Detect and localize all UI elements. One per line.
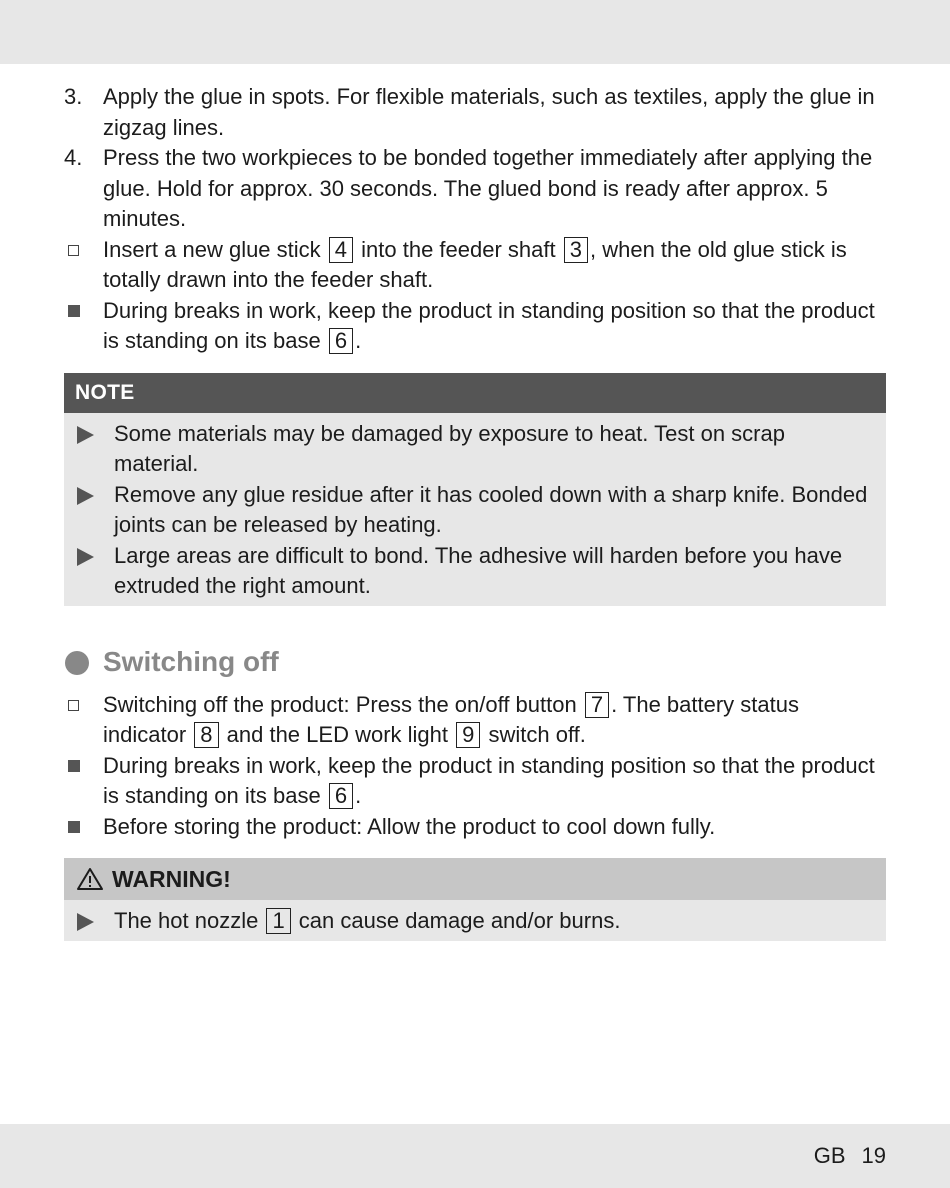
note-text: Large areas are difficult to bond. The adhesive will harden before you have extruded the right amount. (114, 542, 843, 598)
item-text: . (355, 328, 362, 353)
section-list (64, 690, 886, 843)
item-text: switch off. (482, 722, 586, 747)
filled-square-bullet-icon (68, 760, 80, 772)
note-box (64, 373, 886, 606)
list-item (64, 235, 886, 296)
instruction-list (64, 82, 886, 357)
part-reference: 7 (585, 692, 609, 718)
warning-body (64, 900, 886, 941)
note-item (76, 419, 874, 480)
arrow-bullet-icon (77, 487, 94, 505)
item-text: During breaks in work, keep the product in standing position so that the product is standing on its base (103, 752, 875, 808)
note-item (76, 480, 874, 541)
page-content (64, 82, 886, 941)
bottom-band (0, 1124, 950, 1188)
list-item (64, 143, 886, 235)
warning-box (64, 858, 886, 941)
part-reference: 4 (329, 237, 353, 263)
list-item (64, 812, 886, 843)
arrow-bullet-icon (77, 913, 94, 931)
warning-item (76, 906, 874, 937)
warning-title: WARNING! (112, 866, 231, 892)
list-item (64, 296, 886, 357)
language-code: GB (813, 1143, 846, 1168)
page-footer (814, 1140, 886, 1172)
item-text: Insert a new glue stick (103, 236, 327, 262)
warning-triangle-icon (76, 862, 104, 904)
part-reference: 1 (266, 908, 290, 934)
item-text: Press the two workpieces to be bonded together immediately after applying the glue. Hold for approx. 30 seconds. The glued bond is ready after approx. 5 minutes. (103, 145, 873, 231)
page-number: 19 (861, 1143, 886, 1168)
part-reference: 8 (194, 722, 218, 748)
item-text: into the feeder shaft (355, 236, 562, 262)
note-title: NOTE (64, 373, 886, 413)
section-title: Switching off (103, 645, 279, 677)
item-text: . The battery status indicator (103, 691, 799, 747)
list-item (64, 82, 886, 143)
open-square-bullet-icon (68, 700, 79, 711)
step-number: 3. (64, 84, 83, 109)
item-text: and the LED work light (220, 722, 455, 747)
note-item (76, 541, 874, 602)
note-body (64, 413, 886, 606)
part-reference: 3 (564, 237, 588, 263)
list-item (64, 690, 886, 751)
step-number: 4. (64, 145, 83, 170)
item-text: , when the old glue stick is totally drawn into the feeder shaft. (103, 236, 847, 292)
list-item (64, 751, 886, 812)
item-text: Before storing the product: Allow the product to cool down fully. (103, 813, 716, 839)
note-text: Some materials may be damaged by exposure to heat. Test on scrap material. (114, 420, 785, 476)
filled-square-bullet-icon (68, 821, 80, 833)
open-square-bullet-icon (68, 245, 79, 256)
arrow-bullet-icon (77, 548, 94, 566)
item-text: . (355, 783, 362, 808)
item-text: During breaks in work, keep the product in standing position so that the product is standing on its base (103, 297, 875, 353)
warning-header (64, 858, 886, 900)
item-text: Switching off the product: Press the on/off button (103, 691, 583, 717)
part-reference: 6 (329, 783, 353, 809)
note-text: Remove any glue residue after it has cooled down with a sharp knife. Bonded joints can be released by heating. (114, 481, 868, 537)
part-reference: 9 (456, 722, 480, 748)
circle-bullet-icon (65, 651, 89, 675)
section-heading (64, 644, 886, 684)
warning-text: can cause damage and/or burns. (292, 908, 621, 933)
arrow-bullet-icon (77, 426, 94, 444)
item-text: Apply the glue in spots. For flexible materials, such as textiles, apply the glue in zigzag lines. (103, 84, 875, 140)
top-band (0, 0, 950, 64)
warning-text: The hot nozzle (114, 908, 265, 933)
part-reference: 6 (329, 328, 353, 354)
filled-square-bullet-icon (68, 305, 80, 317)
